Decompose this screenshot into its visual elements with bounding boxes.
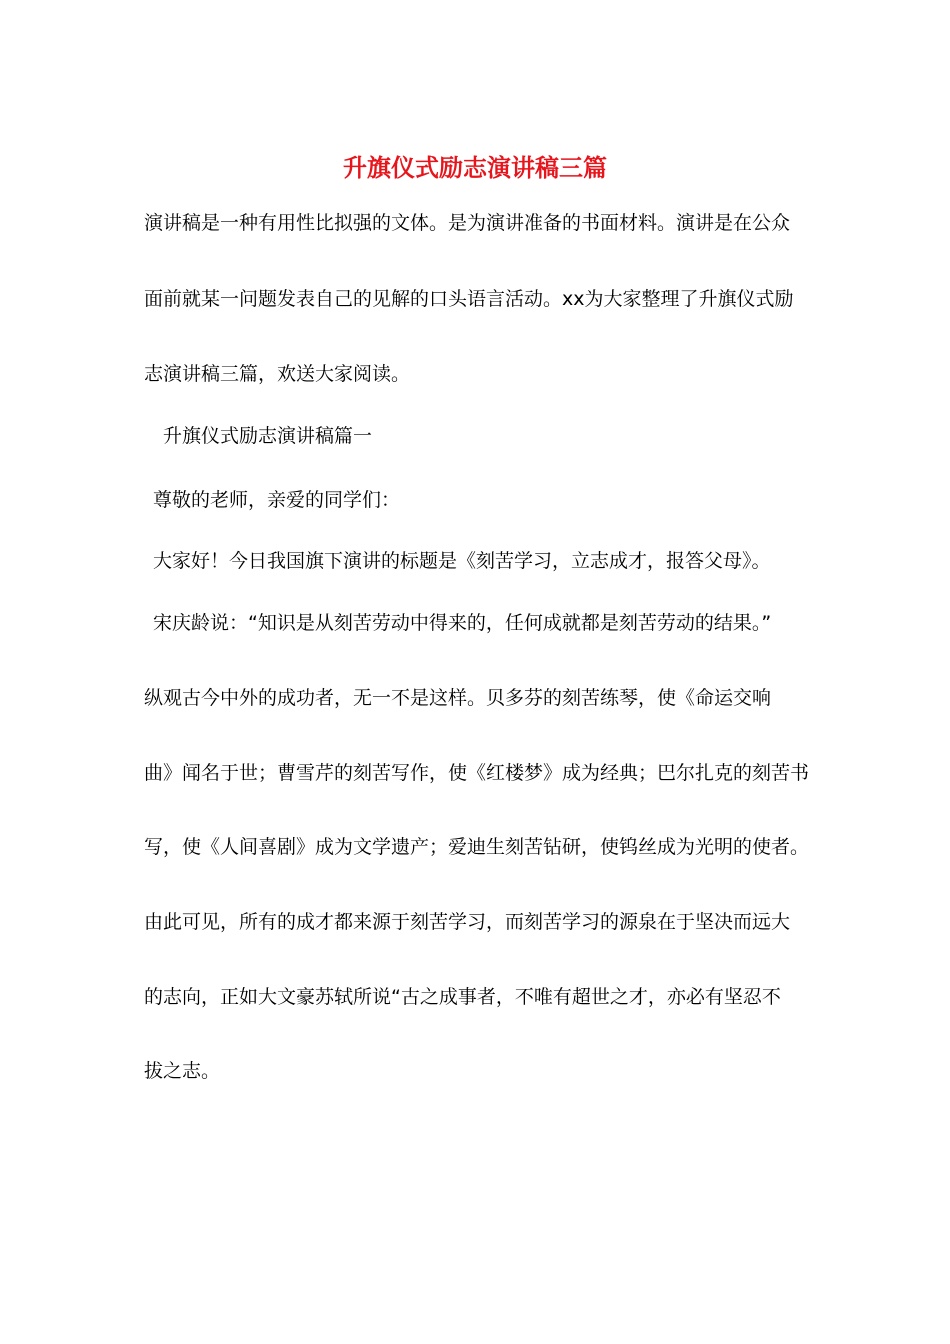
section-heading: 升旗仪式励志演讲稿篇一: [163, 425, 373, 447]
paragraph-line: 由此可见，所有的成才都来源于刻苦学习，而刻苦学习的源泉在于坚决而远大: [144, 911, 791, 933]
paragraph-line: 志演讲稿三篇，欢送大家阅读。: [144, 363, 411, 385]
paragraph-line: 演讲稿是一种有用性比拟强的文体。是为演讲准备的书面材料。演讲是在公众: [144, 212, 791, 234]
paragraph-line: 纵观古今中外的成功者，无一不是这样。贝多芬的刻苦练琴，使《命运交响: [144, 687, 772, 709]
paragraph-line: 大家好！今日我国旗下演讲的标题是《刻苦学习，立志成才，报答父母》。: [153, 550, 771, 572]
salutation-line: 尊敬的老师，亲爱的同学们：: [153, 489, 401, 511]
paragraph-line: 曲》闻名于世；曹雪芹的刻苦写作，使《红楼梦》成为经典；巴尔扎克的刻苦书: [144, 762, 810, 784]
paragraph-line: 拔之志。: [144, 1060, 221, 1082]
paragraph-line: 面前就某一问题发表自己的见解的口头语言活动。xx为大家整理了升旗仪式励: [144, 288, 794, 310]
paragraph-line: 的志向，正如大文豪苏轼所说“古之成事者，不唯有超世之才，亦必有坚忍不: [144, 986, 781, 1008]
paragraph-line: 写，使《人间喜剧》成为文学遗产；爱迪生刻苦钻研，使钨丝成为光明的使者。: [144, 836, 810, 858]
document-title: 升旗仪式励志演讲稿三篇: [343, 153, 607, 182]
paragraph-line: 宋庆龄说：“知识是从刻苦劳动中得来的，任何成就都是刻苦劳动的结果。”: [153, 612, 772, 634]
